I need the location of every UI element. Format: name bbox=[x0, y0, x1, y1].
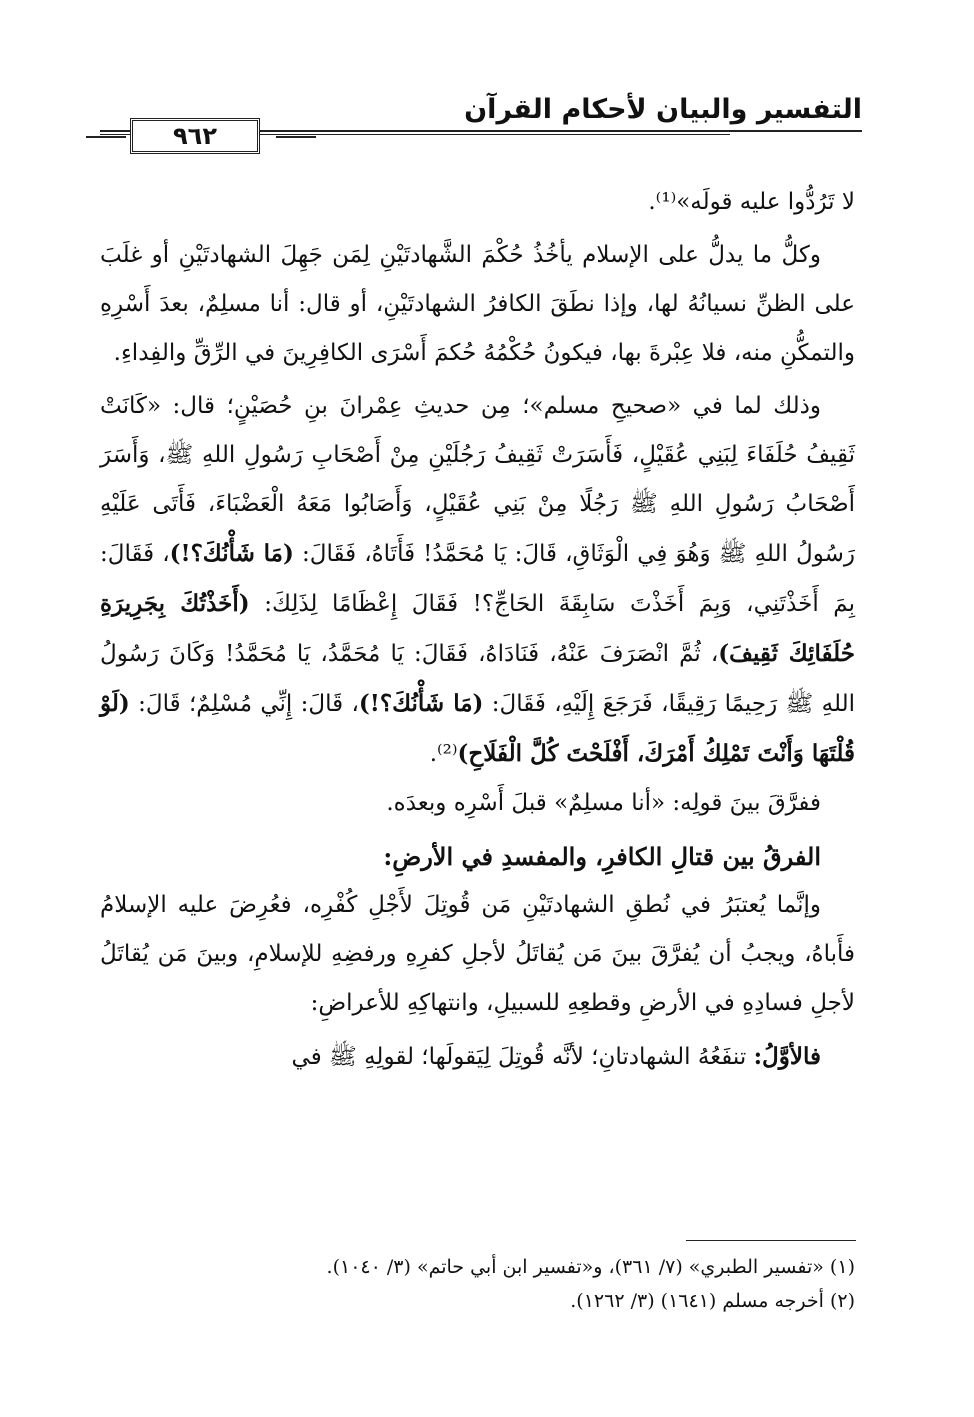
paragraph-continuation: لا تَرُدُّوا عليه قولَه»⁽¹⁾. bbox=[648, 189, 855, 215]
paragraph bbox=[100, 1032, 855, 1082]
footnote-2: (٢) أخرجه مسلم (١٦٤١) (٣/ ١٢٦٢). bbox=[570, 1290, 855, 1312]
footnote-ref: ⁽²⁾. bbox=[429, 741, 458, 767]
paragraph: وإنَّما يُعتبَرُ في نُطقِ الشهادتَيْنِ مَن قُوتِلَ لأَجْلِ كُفْرِه، فعُرِضَ عليه الإسلامُ فأَباهُ، ويجبُ أن يُفرَّقَ بينَ مَن يُقاتَلُ لأجلِ كفرِهِ ورفضِهِ للإسلامِ، وبينَ مَن يُقاتَلُ لأجلِ فسادِهِ في الأرضِ وقطعِهِ للسبيلِ، وانتهاكِهِ للأعراضِ: bbox=[100, 892, 855, 1016]
hadith-text: ، فَقَالَ: بِمَ أَخَذْتَنِي، وَبِمَ أَخَذْتَ سَابِقَةَ الحَاجِّ؟! فَقَالَ إِعْظَامًا لِذَلِكَ: bbox=[100, 541, 856, 617]
header-ornament-right bbox=[276, 136, 316, 138]
footnote-1: (١) «تفسير الطبري» (٧/ ٣٦١)، و«تفسير ابن أبي حاتم» (٣/ ١٠٤٠). bbox=[326, 1256, 855, 1278]
running-title: التفسير والبيان لأحكام القرآن bbox=[464, 94, 862, 125]
main-text bbox=[100, 178, 855, 1082]
prophet-quote: (أَخَذْتُكَ بِجَرِيرَةِ حُلَفَائِكَ ثَقِيفَ) bbox=[100, 590, 855, 667]
hadith-text: وذلك لما في «صحيحِ مسلم»؛ مِن حديثِ عِمْرانَ بنِ حُصَيْنٍ؛ قال: «كَانَتْ ثَقِيفُ حُلَفَاءَ لِبَنِي عُقَيْلٍ، فَأَسَرَتْ ثَقِيفُ رَجُلَيْنِ مِنْ أَصْحَابِ رَسُولِ اللهِ ﷺ، وَأَسَرَ أَصْحَابُ رَسُولِ اللهِ ﷺ رَجُلًا مِنْ بَنِي عُقَيْلٍ، وَأَصَابُوا مَعَهُ الْعَضْبَاءَ، فَأَتَى عَلَيْهِ رَسُولُ اللهِ ﷺ وَهُوَ فِي الْوَثَاقِ، قَالَ: يَا مُحَمَّدُ! فَأَتَاهُ، فَقَالَ: bbox=[100, 393, 855, 567]
hadith-text: ، ثُمَّ انْصَرَفَ عَنْهُ، فَنَادَاهُ، فَقَالَ: يَا مُحَمَّدُ، يَا مُحَمَّدُ! وَكَانَ رَسُولُ اللهِ ﷺ رَحِيمًا رَقِيقًا، فَرَجَعَ إِلَيْهِ، فَقَالَ: bbox=[100, 641, 855, 717]
page-number: ٩٦٢ bbox=[130, 118, 260, 154]
paragraph-text: تنفَعُهُ الشهادتانِ؛ لأنَّه قُوتِلَ لِيَقولَها؛ لقولِهِ ﷺ في bbox=[291, 1044, 754, 1070]
hadith-paragraph bbox=[100, 382, 855, 779]
page-header bbox=[100, 84, 862, 164]
paragraph: وكلُّ ما يدلُّ على الإسلام يأخُذُ حُكْمَ الشَّهادتَيْنِ لِمَن جَهِلَ الشهادتَيْنِ أو غلَبَ على الظنِّ نسيانُهُ لها، وإذا نطَقَ الكافرُ الشهادتَيْنِ، أو قال: أنا مسلِمٌ، بعدَ أَسْرِهِ والتمكُّنِ منه، فلا عِبْرةَ بها، فيكونُ حُكْمُهُ حُكمَ أَسْرَى الكافِرِينَ في الرِّقِّ والفِداءِ. bbox=[100, 242, 855, 366]
list-marker: فالأوَّلُ: bbox=[753, 1043, 821, 1070]
footnote-separator bbox=[686, 1240, 856, 1241]
hadith-text: ، قَالَ: إِنِّي مُسْلِمٌ؛ قَالَ: bbox=[129, 691, 359, 717]
header-ornament-left bbox=[86, 136, 126, 138]
prophet-quote: (مَا شَأْنُكَ؟!) bbox=[358, 690, 484, 717]
paragraph: ففرَّقَ بينَ قولِه: «أنا مسلِمٌ» قبلَ أَسْرِه وبعدَه. bbox=[386, 790, 821, 816]
prophet-quote: (مَا شَأْنُكَ؟!) bbox=[169, 540, 294, 567]
footnotes bbox=[100, 1250, 855, 1318]
prophet-quote: (لَوْ قُلْتَهَا وَأَنْتَ تَمْلِكُ أَمْرَكَ، أَفْلَحْتَ كُلَّ الْفَلَاحِ) bbox=[100, 690, 855, 767]
section-heading: الفرقُ بين قتالِ الكافرِ، والمفسدِ في الأرضِ: bbox=[383, 842, 821, 871]
